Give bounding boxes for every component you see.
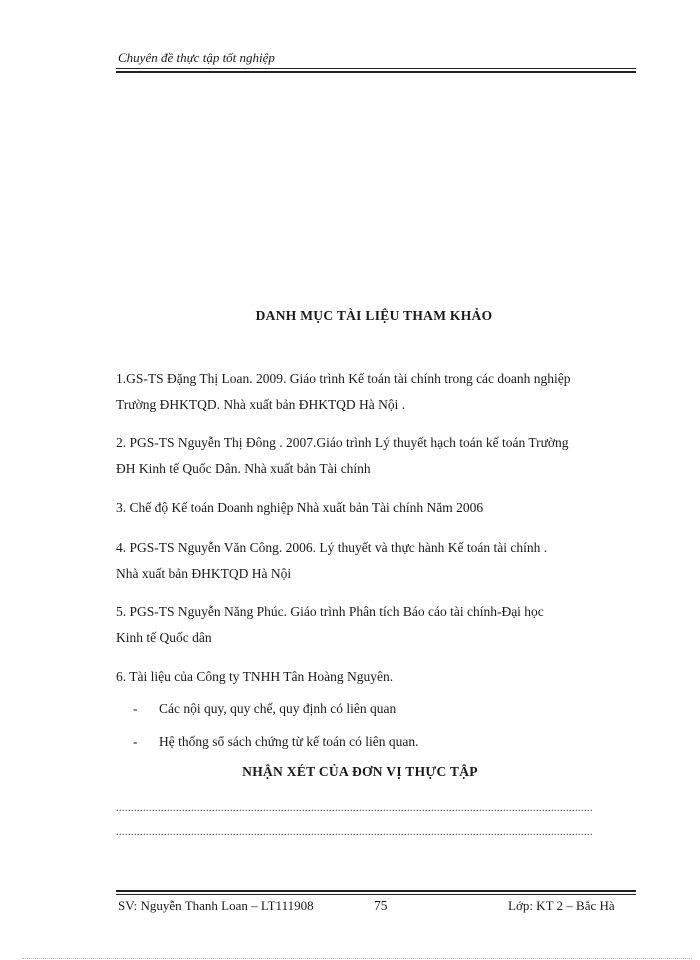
page-edge-divider bbox=[22, 958, 692, 959]
reference-item-2 bbox=[116, 430, 646, 482]
references-title: DANH MỤC TÀI LIỆU THAM KHẢO bbox=[255, 308, 493, 323]
reference-item-1 bbox=[116, 366, 646, 418]
reference-item-5 bbox=[116, 599, 646, 651]
footer-rule-thick bbox=[116, 890, 636, 892]
reference-item-6 bbox=[116, 664, 646, 690]
reference-line: Kinh tế Quốc dân bbox=[116, 630, 212, 645]
reference-line: ĐH Kinh tế Quốc Dân. Nhà xuất bản Tài chính bbox=[116, 461, 371, 476]
reference-line: Nhà xuất bản ĐHKTQD Hà Nội bbox=[116, 566, 292, 581]
footer-student: SV: Nguyễn Thanh Loan – LT111908 bbox=[118, 898, 314, 913]
reference-item-4 bbox=[116, 535, 646, 587]
dash-bullet: - bbox=[133, 734, 138, 749]
sub-item-text: Hệ thống sổ sách chứng từ kế toán có liên quan. bbox=[159, 734, 419, 749]
reference-item-3 bbox=[116, 495, 646, 521]
reference-line: Trường ĐHKTQD. Nhà xuất bản ĐHKTQD Hà Nội . bbox=[116, 397, 406, 412]
footer-class: Lớp: KT 2 – Bắc Hà bbox=[508, 898, 615, 913]
comments-title: NHẬN XÉT CỦA ĐƠN VỊ THỰC TẬP bbox=[242, 764, 478, 779]
page-number: 75 bbox=[374, 898, 388, 913]
dotted-line-1: ............................................................................................................................................................... bbox=[116, 803, 593, 814]
reference-line: 3. Chế độ Kế toán Doanh nghiệp Nhà xuất bản Tài chính Năm 2006 bbox=[116, 500, 484, 515]
reference-line: 5. PGS-TS Nguyễn Năng Phúc. Giáo trình Phân tích Báo cáo tài chính-Đại học bbox=[116, 604, 544, 619]
sub-item-1 bbox=[133, 699, 396, 719]
header-rule-thin bbox=[116, 68, 636, 69]
reference-line: 1.GS-TS Đặng Thị Loan. 2009. Giáo trình Kế toán tài chính trong các doanh nghiệp bbox=[116, 371, 571, 386]
sub-item-2 bbox=[133, 732, 418, 752]
dash-bullet: - bbox=[133, 701, 138, 716]
running-header: Chuyên đề thực tập tốt nghiệp bbox=[118, 50, 275, 65]
sub-item-text: Các nội quy, quy chế, quy định có liên quan bbox=[159, 701, 397, 716]
reference-line: 2. PGS-TS Nguyễn Thị Đông . 2007.Giáo trình Lý thuyết hạch toán kế toán Trường bbox=[116, 435, 569, 450]
reference-line: 6. Tài liệu của Công ty TNHH Tân Hoàng Nguyên. bbox=[116, 669, 394, 684]
footer-rule-thin bbox=[116, 894, 636, 895]
dotted-line-2: ............................................................................................................................................................... bbox=[116, 827, 593, 838]
reference-line: 4. PGS-TS Nguyễn Văn Công. 2006. Lý thuyết và thực hành Kế toán tài chính . bbox=[116, 540, 548, 555]
header-rule-thick bbox=[116, 71, 636, 73]
